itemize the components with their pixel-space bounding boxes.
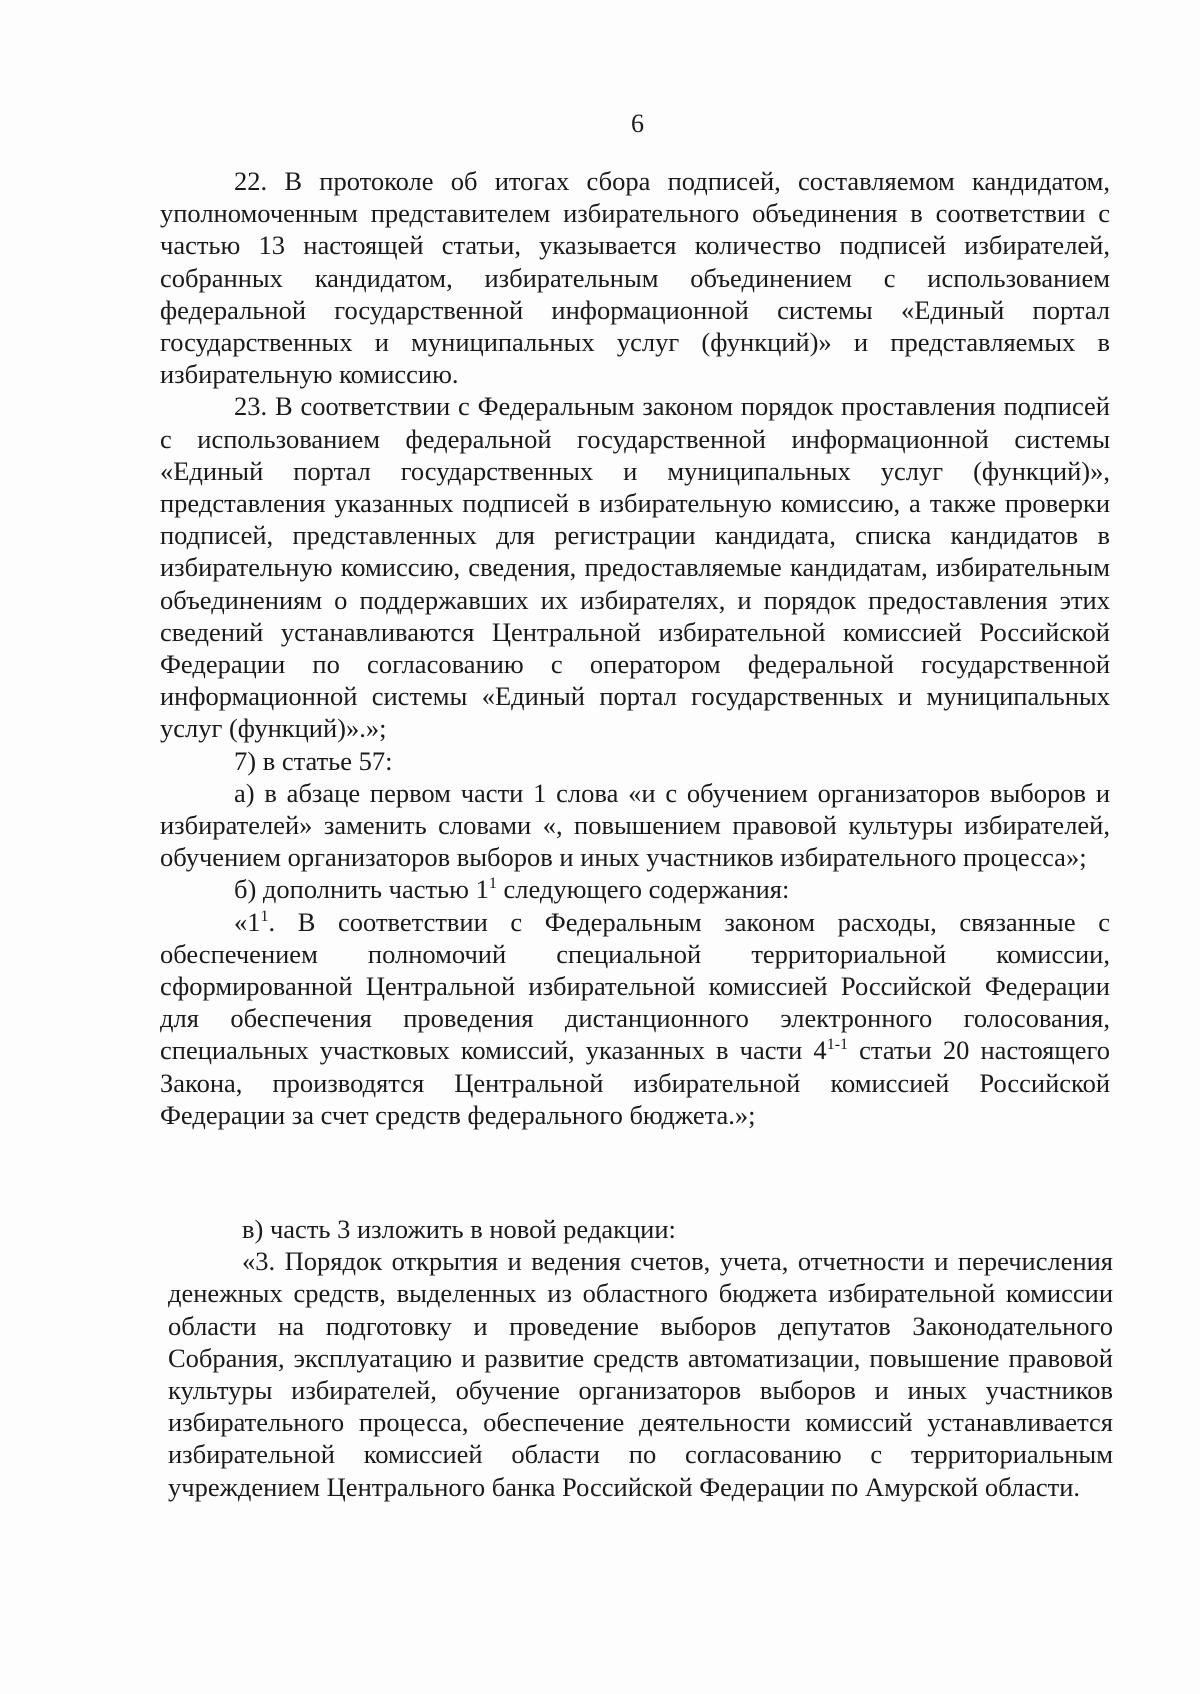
subitem-b-text-before: б) дополнить частью 1 xyxy=(234,874,489,905)
part-1-1-text-after: статьи 20 настоящего Закона, производятся Центральной избирательной комиссией Российской Федерации за счет средств федерального бюджета.»; xyxy=(160,1035,1110,1130)
part-1-1-superscript: 1 xyxy=(260,907,269,925)
paragraph-part-1-1 xyxy=(160,906,1110,1131)
page-number: 6 xyxy=(631,109,644,138)
paragraph-22: 22. В протоколе об итогах сбора подписей, составляемом кандидатом, уполномоченным представителем избирательного объединения в соответствии с частью 13 настоящей статьи, указывается количество подписей избирателей, собранных кандидатом, избирательным объединением с использованием федеральной государственной информационной системы «Единый портал государственных и муниципальных услуг (функций)» и представляемых в избирательную комиссию. xyxy=(160,166,1110,390)
paragraph-part-3: «3. Порядок открытия и ведения счетов, учета, отчетности и перечисления денежных средств, выделенных из областного бюджета избирательной комиссии области на подготовку и проведение выборов депутатов Законодательного Собрания, эксплуатацию и развитие средств автоматизации, повышение правовой культуры избирателей, обучение организаторов выборов и иных участников избирательного процесса, обеспечение деятельности комиссий устанавливается избирательной комиссией области по согласованию с территориальным учреждением Центрального банка Российской Федерации по Амурской области. xyxy=(168,1246,1113,1502)
document-body-lower xyxy=(168,1213,1113,1503)
part-4-1-1-superscript: 1-1 xyxy=(826,1036,849,1054)
part-1-1-text-before: «1 xyxy=(234,906,261,937)
subitem-b-superscript: 1 xyxy=(488,875,497,893)
subitem-b-text-after: следующего содержания: xyxy=(496,874,790,905)
paragraph-23: 23. В соответствии с Федеральным законом порядок проставления подписей с использованием федеральной государственной информационной системы «Единый портал государственных и муниципальных услуг (функций)», представления указанных подписей в избирательную комиссию, а также проверки подписей, представленных для регистрации кандидата, списка кандидатов в избирательную комиссию, сведения, предоставляемые кандидатам, избирательным объединениям о поддержавших их избирателях, и порядок предоставления этих сведений устанавливаются Центральной избирательной комиссией Российской Федерации по согласованию с оператором федеральной государственной информационной системы «Единый портал государственных и муниципальных услуг (функций)».»; xyxy=(160,391,1110,744)
paragraph-subitem-b xyxy=(160,873,1110,905)
part-1-1-text-middle: . В соответствии с Федеральным законом расходы, связанные с обеспечением полномочий специальной территориальной комиссии, сформированной Центральной избирательной комиссией Российской Федерации для обеспечения проведения дистанционного электронного голосования, специальных участковых комиссий, указанных в части 4 xyxy=(160,906,1110,1066)
document-body-upper xyxy=(160,165,1110,1131)
paragraph-subitem-a: а) в абзаце первом части 1 слова «и с обучением организаторов выборов и избирателей» заменить словами «, повышением правовой культуры избирателей, обучением организаторов выборов и иных участников избирательного процесса»; xyxy=(160,777,1110,873)
paragraph-subitem-v: в) часть 3 изложить в новой редакции: xyxy=(242,1214,676,1244)
paragraph-item-7: 7) в статье 57: xyxy=(234,745,393,776)
